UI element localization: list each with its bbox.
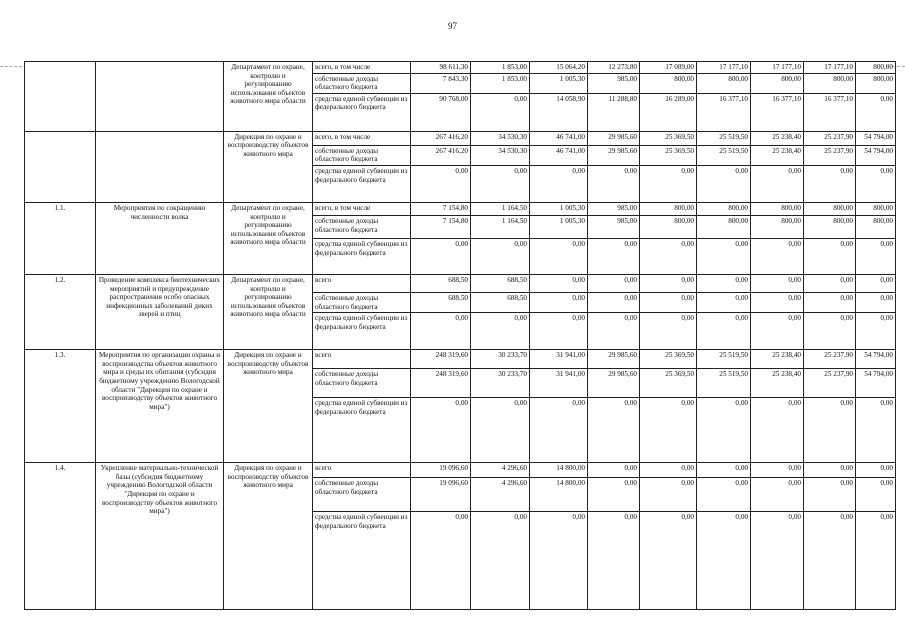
value-cell: 0,00 — [856, 512, 896, 610]
value-cell: 25 369,50 — [640, 145, 697, 165]
value-cell: 4 296,60 — [471, 463, 530, 478]
value-cell: 16 377,10 — [751, 93, 804, 131]
source-cell: всего — [313, 463, 411, 478]
value-cell: 800,00 — [856, 62, 896, 74]
title-cell: Мероприятия по сокращению численности волка — [96, 202, 224, 274]
value-cell: 25 369,50 — [640, 350, 697, 369]
value-cell: 4 296,60 — [471, 478, 530, 512]
value-cell: 25 519,50 — [697, 350, 751, 369]
source-cell: всего — [313, 274, 411, 292]
value-cell: 0,00 — [804, 463, 856, 478]
value-cell: 90 768,00 — [411, 93, 471, 131]
source-cell: средства единой субвенции из федерального бюджета — [313, 165, 411, 202]
value-cell: 0,00 — [530, 313, 588, 350]
value-cell: 688,50 — [411, 274, 471, 292]
value-cell: 0,00 — [588, 274, 640, 292]
value-cell: 0,00 — [530, 512, 588, 610]
value-cell: 0,00 — [804, 165, 856, 202]
value-cell: 0,00 — [588, 165, 640, 202]
source-cell: всего, в том числе — [313, 62, 411, 74]
value-cell: 1 853,00 — [471, 62, 530, 74]
value-cell: 0,00 — [471, 238, 530, 274]
value-cell: 54 794,00 — [856, 131, 896, 145]
value-cell: 0,00 — [411, 165, 471, 202]
executor-cell: Департамент по охране, контролю и регулированию использования объектов животного мира области — [224, 202, 313, 274]
value-cell: 0,00 — [697, 478, 751, 512]
value-cell: 1 164,50 — [471, 202, 530, 215]
value-cell: 0,00 — [751, 512, 804, 610]
value-cell: 800,00 — [751, 215, 804, 238]
table-row — [25, 463, 896, 478]
value-cell: 17 177,10 — [804, 62, 856, 74]
value-cell: 0,00 — [411, 512, 471, 610]
code-cell: 1.3. — [25, 350, 96, 463]
value-cell: 800,00 — [697, 73, 751, 93]
value-cell: 0,00 — [640, 398, 697, 463]
value-cell: 25 519,50 — [697, 131, 751, 145]
code-cell: 1.4. — [25, 463, 96, 610]
value-cell: 800,00 — [751, 202, 804, 215]
source-cell: собственные доходы областного бюджета — [313, 292, 411, 312]
value-cell: 16 377,10 — [804, 93, 856, 131]
executor-cell: Дирекция по охране и воспроизводству объектов животного мира — [224, 463, 313, 610]
value-cell: 0,00 — [530, 165, 588, 202]
source-cell: средства единой субвенции из федерального бюджета — [313, 398, 411, 463]
value-cell: 800,00 — [804, 215, 856, 238]
value-cell: 985,00 — [588, 202, 640, 215]
value-cell: 1 005,30 — [530, 73, 588, 93]
source-cell: средства единой субвенции из федерального бюджета — [313, 93, 411, 131]
value-cell: 0,00 — [804, 238, 856, 274]
value-cell: 19 096,60 — [411, 478, 471, 512]
value-cell: 800,00 — [640, 202, 697, 215]
table-row — [25, 131, 896, 145]
value-cell: 0,00 — [856, 238, 896, 274]
value-cell: 0,00 — [697, 238, 751, 274]
value-cell: 0,00 — [471, 165, 530, 202]
value-cell: 0,00 — [751, 478, 804, 512]
table-body — [25, 62, 896, 610]
value-cell: 0,00 — [530, 274, 588, 292]
value-cell: 800,00 — [856, 202, 896, 215]
value-cell: 0,00 — [411, 398, 471, 463]
value-cell: 16 377,10 — [697, 93, 751, 131]
value-cell: 54 794,00 — [856, 145, 896, 165]
value-cell: 0,00 — [751, 165, 804, 202]
value-cell: 34 530,30 — [471, 131, 530, 145]
value-cell: 29 985,60 — [588, 131, 640, 145]
value-cell: 0,00 — [697, 313, 751, 350]
value-cell: 985,00 — [588, 73, 640, 93]
source-cell: собственные доходы областного бюджета — [313, 73, 411, 93]
value-cell: 0,00 — [411, 238, 471, 274]
value-cell: 0,00 — [856, 165, 896, 202]
value-cell: 0,00 — [640, 238, 697, 274]
value-cell: 30 233,70 — [471, 369, 530, 398]
value-cell: 800,00 — [856, 215, 896, 238]
value-cell: 17 177,10 — [697, 62, 751, 74]
value-cell: 46 741,00 — [530, 145, 588, 165]
value-cell: 0,00 — [751, 398, 804, 463]
value-cell: 248 319,60 — [411, 369, 471, 398]
value-cell: 12 273,80 — [588, 62, 640, 74]
value-cell: 54 794,00 — [856, 369, 896, 398]
value-cell: 34 530,30 — [471, 145, 530, 165]
value-cell: 25 237,90 — [804, 369, 856, 398]
code-cell — [25, 62, 96, 132]
value-cell: 267 416,20 — [411, 131, 471, 145]
value-cell: 0,00 — [588, 398, 640, 463]
value-cell: 31 941,00 — [530, 350, 588, 369]
value-cell: 0,00 — [697, 165, 751, 202]
value-cell: 0,00 — [588, 292, 640, 312]
source-cell: средства единой субвенции из федерального бюджета — [313, 313, 411, 350]
value-cell: 0,00 — [530, 398, 588, 463]
value-cell: 800,00 — [640, 215, 697, 238]
value-cell: 688,50 — [471, 274, 530, 292]
value-cell: 0,00 — [471, 512, 530, 610]
value-cell: 0,00 — [697, 398, 751, 463]
source-cell: всего, в том числе — [313, 202, 411, 215]
value-cell: 29 985,60 — [588, 350, 640, 369]
value-cell: 25 519,50 — [697, 145, 751, 165]
value-cell: 25 238,40 — [751, 145, 804, 165]
value-cell: 0,00 — [530, 238, 588, 274]
value-cell: 688,50 — [471, 292, 530, 312]
value-cell: 0,00 — [640, 512, 697, 610]
value-cell: 14 058,90 — [530, 93, 588, 131]
value-cell: 46 741,00 — [530, 131, 588, 145]
value-cell: 25 238,40 — [751, 131, 804, 145]
value-cell: 7 154,80 — [411, 215, 471, 238]
value-cell: 30 233,70 — [471, 350, 530, 369]
title-cell — [96, 131, 224, 202]
value-cell: 0,00 — [804, 398, 856, 463]
value-cell: 0,00 — [697, 292, 751, 312]
value-cell: 25 238,40 — [751, 369, 804, 398]
value-cell: 14 800,00 — [530, 478, 588, 512]
value-cell: 0,00 — [640, 463, 697, 478]
value-cell: 0,00 — [588, 512, 640, 610]
value-cell: 0,00 — [530, 292, 588, 312]
value-cell: 25 369,50 — [640, 369, 697, 398]
source-cell: всего, в том числе — [313, 131, 411, 145]
source-cell: собственные доходы областного бюджета — [313, 369, 411, 398]
value-cell: 0,00 — [697, 512, 751, 610]
source-cell: средства единой субвенции из федерального бюджета — [313, 512, 411, 610]
value-cell: 800,00 — [804, 73, 856, 93]
value-cell: 0,00 — [588, 478, 640, 512]
value-cell: 0,00 — [640, 274, 697, 292]
value-cell: 0,00 — [471, 398, 530, 463]
value-cell: 25 237,90 — [804, 145, 856, 165]
financing-table — [24, 61, 896, 610]
value-cell: 14 800,00 — [530, 463, 588, 478]
value-cell: 25 519,50 — [697, 369, 751, 398]
value-cell: 0,00 — [804, 292, 856, 312]
table-row — [25, 350, 896, 369]
source-cell: собственные доходы областного бюджета — [313, 478, 411, 512]
value-cell: 800,00 — [856, 73, 896, 93]
value-cell: 800,00 — [751, 73, 804, 93]
value-cell: 98 611,30 — [411, 62, 471, 74]
value-cell: 0,00 — [640, 313, 697, 350]
value-cell: 800,00 — [697, 215, 751, 238]
value-cell: 1 164,50 — [471, 215, 530, 238]
value-cell: 0,00 — [471, 93, 530, 131]
code-cell — [25, 131, 96, 202]
value-cell: 0,00 — [856, 463, 896, 478]
code-cell: 1.2. — [25, 274, 96, 349]
value-cell: 0,00 — [588, 238, 640, 274]
value-cell: 25 237,90 — [804, 350, 856, 369]
value-cell: 0,00 — [856, 478, 896, 512]
executor-cell: Департамент по охране, контролю и регулированию использования объектов животного мира области — [224, 274, 313, 349]
value-cell: 800,00 — [697, 202, 751, 215]
value-cell: 7 843,30 — [411, 73, 471, 93]
title-cell: Мероприятия по организации охраны и воспроизводства объектов животного мира и среды их обитания (субсидия бюджетному учреждению Вологодской области "Дирекция по охране и воспроизводству объектов животного мира") — [96, 350, 224, 463]
value-cell: 7 154,80 — [411, 202, 471, 215]
value-cell: 0,00 — [751, 463, 804, 478]
value-cell: 267 416,20 — [411, 145, 471, 165]
value-cell: 0,00 — [804, 274, 856, 292]
title-cell: Проведение комплекса биотехнических мероприятий и предупреждение распространения особо опасных инфекционных заболеваний диких зверей и птиц — [96, 274, 224, 349]
value-cell: 15 064,20 — [530, 62, 588, 74]
code-cell: 1.1. — [25, 202, 96, 274]
value-cell: 25 369,50 — [640, 131, 697, 145]
title-cell — [96, 62, 224, 132]
left-margin-mark — [0, 66, 22, 67]
table-row — [25, 202, 896, 215]
value-cell: 0,00 — [640, 478, 697, 512]
value-cell: 0,00 — [471, 313, 530, 350]
value-cell: 1 853,00 — [471, 73, 530, 93]
value-cell: 17 177,10 — [751, 62, 804, 74]
value-cell: 0,00 — [411, 313, 471, 350]
value-cell: 0,00 — [856, 313, 896, 350]
table-row — [25, 274, 896, 292]
value-cell: 29 985,60 — [588, 145, 640, 165]
value-cell: 0,00 — [751, 274, 804, 292]
value-cell: 0,00 — [751, 292, 804, 312]
executor-cell: Департамент по охране, контролю и регулированию использования объектов животного мира области — [224, 62, 313, 132]
value-cell: 0,00 — [751, 313, 804, 350]
value-cell: 19 096,60 — [411, 463, 471, 478]
value-cell: 25 237,90 — [804, 131, 856, 145]
value-cell: 688,50 — [411, 292, 471, 312]
value-cell: 29 985,60 — [588, 369, 640, 398]
page-number: 97 — [448, 21, 457, 31]
value-cell: 0,00 — [697, 463, 751, 478]
value-cell: 0,00 — [856, 274, 896, 292]
value-cell: 0,00 — [804, 313, 856, 350]
value-cell: 1 005,30 — [530, 215, 588, 238]
value-cell: 54 794,00 — [856, 350, 896, 369]
value-cell: 0,00 — [697, 274, 751, 292]
source-cell: собственные доходы областного бюджета — [313, 145, 411, 165]
executor-cell: Дирекция по охране и воспроизводству объектов животного мира — [224, 350, 313, 463]
value-cell: 11 288,80 — [588, 93, 640, 131]
title-cell: Укрепление материально-технической базы (субсидия бюджетному учреждению Вологодской области "Дирекция по охране и воспроизводству объектов животного мира") — [96, 463, 224, 610]
value-cell: 0,00 — [640, 292, 697, 312]
value-cell: 0,00 — [856, 93, 896, 131]
value-cell: 17 089,00 — [640, 62, 697, 74]
value-cell: 0,00 — [588, 313, 640, 350]
value-cell: 0,00 — [588, 463, 640, 478]
value-cell: 800,00 — [804, 202, 856, 215]
executor-cell: Дирекция по охране и воспроизводству объектов животного мира — [224, 131, 313, 202]
value-cell: 0,00 — [640, 165, 697, 202]
value-cell: 985,00 — [588, 215, 640, 238]
table-row — [25, 62, 896, 74]
value-cell: 0,00 — [804, 478, 856, 512]
value-cell: 248 319,60 — [411, 350, 471, 369]
value-cell: 0,00 — [804, 512, 856, 610]
value-cell: 800,00 — [640, 73, 697, 93]
source-cell: всего — [313, 350, 411, 369]
value-cell: 0,00 — [856, 398, 896, 463]
source-cell: средства единой субвенции из федерального бюджета — [313, 238, 411, 274]
source-cell: собственные доходы областного бюджета — [313, 215, 411, 238]
value-cell: 16 289,00 — [640, 93, 697, 131]
value-cell: 0,00 — [856, 292, 896, 312]
value-cell: 1 005,30 — [530, 202, 588, 215]
value-cell: 25 238,40 — [751, 350, 804, 369]
value-cell: 31 941,00 — [530, 369, 588, 398]
value-cell: 0,00 — [751, 238, 804, 274]
